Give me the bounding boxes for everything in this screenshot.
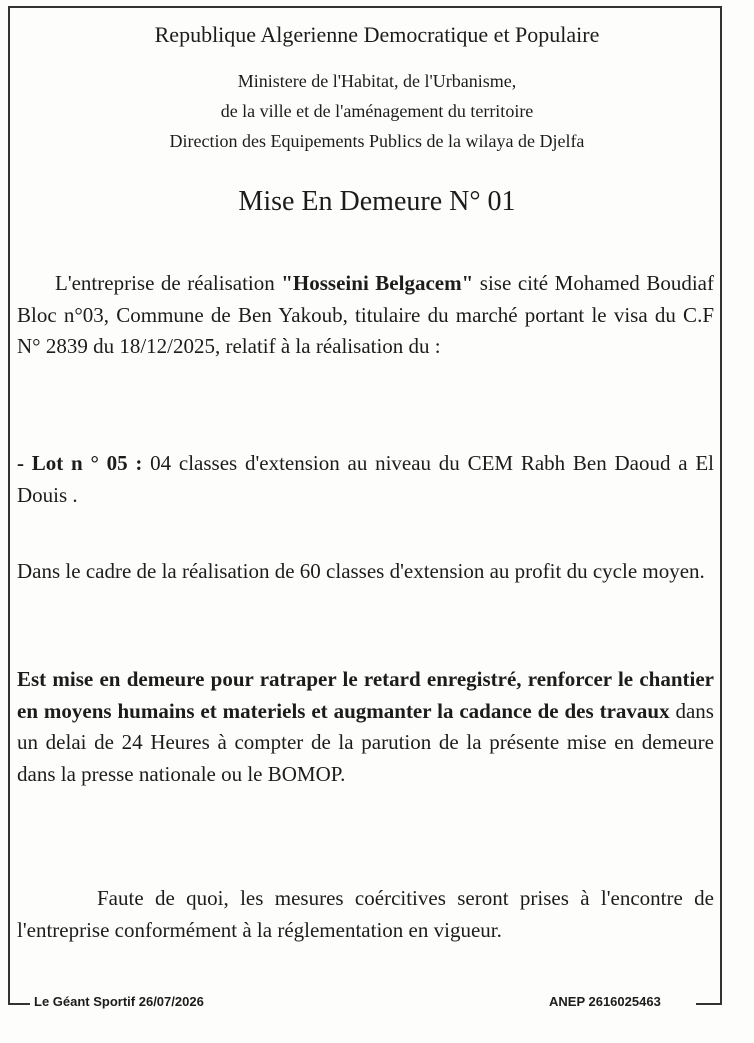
- paragraph-context: Dans le cadre de la réalisation de 60 classes d'extension au profit du cycle moyen.: [17, 559, 705, 583]
- ministry-header: [0, 66, 754, 156]
- notice-bold: Est mise en demeure pour ratraper le retard enregistré, renforcer le chantier en moyens humains et materiels et augmanter la cadance de des travaux: [17, 667, 714, 723]
- consequence-text: Faute de quoi, les mesures coércitives seront prises à l'encontre de l'entreprise conformément à la réglementation en vigueur.: [17, 886, 714, 942]
- company-intro: L'entreprise de réalisation: [55, 271, 282, 295]
- ministry-line-1: Ministere de l'Habitat, de l'Urbanisme,: [237, 71, 517, 91]
- ministry-line-3: Direction des Equipements Publics de la wilaya de Djelfa: [169, 131, 585, 151]
- notice-rest: dans un delai de 24 Heures à compter de la parution de la présente mise en demeure dans la presse nationale ou le BOMOP.: [17, 698, 714, 786]
- newspaper-footer: Le Géant Sportif 26/07/2026: [34, 994, 204, 1009]
- bottom-border-right: [696, 1003, 722, 1005]
- paragraph-lot: [17, 448, 714, 511]
- paragraph-company: [17, 268, 714, 363]
- anep-footer: ANEP 2616025463: [549, 994, 661, 1009]
- paragraph-notice: [17, 664, 714, 790]
- company-name: "Hosseini Belgacem": [281, 271, 474, 295]
- bottom-border-left: [8, 1003, 30, 1005]
- paragraph-consequence: [17, 883, 714, 946]
- lot-label: - Lot n ° 05 :: [17, 451, 143, 475]
- ministry-line-2: de la ville et de l'aménagement du territoire: [220, 101, 534, 121]
- republic-header: Republique Algerienne Democratique et Populaire: [154, 22, 600, 47]
- lot-description: 04 classes d'extension au niveau du CEM Rabh Ben Daoud a El Douis .: [17, 451, 714, 507]
- document-title: Mise En Demeure N° 01: [238, 186, 516, 217]
- company-details: sise cité Mohamed Boudiaf Bloc n°03, Commune de Ben Yakoub, titulaire du marché portant le visa du C.F N° 2839 du 18/12/2025, relatif à la réalisation du :: [17, 271, 714, 358]
